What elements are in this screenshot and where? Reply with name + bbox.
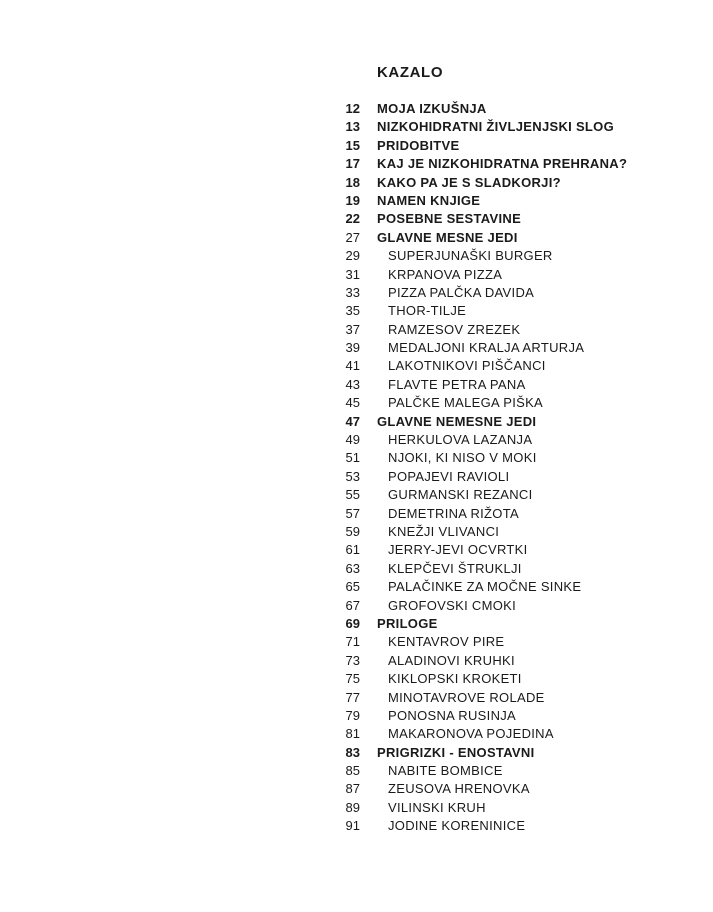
toc-section [320, 615, 660, 633]
toc-label: GROFOVSKI CMOKI [388, 597, 517, 613]
toc-label: PONOSNA RUSINJA [388, 707, 517, 723]
toc-item [320, 652, 660, 670]
toc-page-number: 61 [345, 542, 360, 558]
toc-section [320, 229, 660, 247]
toc-page-number: 69 [345, 615, 360, 631]
toc-label: PALČKE MALEGA PIŠKA [388, 395, 544, 411]
toc-label: ZEUSOVA HRENOVKA [388, 781, 530, 797]
toc-page-number: 37 [345, 321, 360, 337]
toc-page-number: 71 [345, 634, 360, 650]
toc-page-number: 45 [345, 395, 360, 411]
toc-list [320, 100, 660, 836]
toc-page-number: 43 [345, 376, 360, 392]
toc-section [320, 744, 660, 762]
toc-label: JODINE KORENINICE [388, 818, 526, 834]
toc-item [320, 560, 660, 578]
toc-section [320, 118, 660, 136]
toc-label: NAMEN KNJIGE [377, 192, 481, 208]
toc-item [320, 707, 660, 725]
toc-page-number: 41 [345, 358, 360, 374]
toc-item [320, 431, 660, 449]
toc-page-number: 31 [345, 266, 360, 282]
toc-section [320, 100, 660, 118]
toc-item [320, 578, 660, 596]
toc-page-number: 49 [345, 432, 360, 448]
toc-label: GLAVNE NEMESNE JEDI [377, 413, 537, 429]
toc-page-number: 17 [345, 156, 360, 172]
toc-page-number: 67 [345, 597, 360, 613]
toc-section [320, 174, 660, 192]
toc-page-number: 89 [345, 799, 360, 815]
toc-label: GURMANSKI REZANCI [388, 487, 533, 503]
toc-item [320, 780, 660, 798]
toc-item [320, 302, 660, 320]
toc-label: GLAVNE MESNE JEDI [377, 229, 518, 245]
toc-section [320, 210, 660, 228]
toc-page-number: 18 [345, 174, 360, 190]
toc-label: KAJ JE NIZKOHIDRATNA PREHRANA? [377, 156, 628, 172]
toc-item [320, 284, 660, 302]
toc-page-number: 65 [345, 579, 360, 595]
toc-page-number: 91 [345, 818, 360, 834]
toc-page-number: 73 [345, 652, 360, 668]
toc-label: NABITE BOMBICE [388, 763, 503, 779]
toc-page-number: 19 [345, 192, 360, 208]
toc-section [320, 192, 660, 210]
toc-page-number: 33 [345, 284, 360, 300]
toc-item [320, 817, 660, 835]
toc-page-number: 87 [345, 781, 360, 797]
toc-section [320, 137, 660, 155]
toc-label: KRPANOVA PIZZA [388, 266, 503, 282]
toc-page-number: 51 [345, 450, 360, 466]
toc-label: SUPERJUNAŠKI BURGER [388, 248, 553, 264]
toc-label: LAKOTNIKOVI PIŠČANCI [388, 358, 546, 374]
toc-page-number: 53 [345, 468, 360, 484]
toc-label: NJOKI, KI NISO V MOKI [388, 450, 537, 466]
toc-label: MINOTAVROVE ROLADE [388, 689, 545, 705]
toc-label: POPAJEVI RAVIOLI [388, 468, 510, 484]
toc-page-number: 59 [345, 523, 360, 539]
toc-page-number: 81 [345, 726, 360, 742]
toc-page-number: 15 [345, 137, 360, 153]
toc-page-number: 75 [345, 671, 360, 687]
toc-page-number: 57 [345, 505, 360, 521]
toc-item [320, 468, 660, 486]
toc-item [320, 725, 660, 743]
toc-item [320, 505, 660, 523]
toc-page-number: 63 [345, 560, 360, 576]
toc-page-number: 22 [345, 211, 360, 227]
toc-item [320, 357, 660, 375]
toc-label: HERKULOVA LAZANJA [388, 432, 533, 448]
toc-section [320, 155, 660, 173]
toc-page-number: 77 [345, 689, 360, 705]
toc-page-number: 27 [345, 229, 360, 245]
toc-label: VILINSKI KRUH [388, 799, 486, 815]
toc-item [320, 394, 660, 412]
toc-label: PALAČINKE ZA MOČNE SINKE [388, 579, 582, 595]
toc-label: DEMETRINA RIŽOTA [388, 505, 519, 521]
toc-item [320, 541, 660, 559]
toc-label: THOR-TILJE [388, 303, 467, 319]
toc-page-number: 83 [345, 744, 360, 760]
toc-item [320, 247, 660, 265]
toc-page-number: 35 [345, 303, 360, 319]
toc-label: MOJA IZKUŠNJA [377, 101, 487, 116]
toc-label: PRIGRIZKI - ENOSTAVNI [377, 744, 535, 760]
toc-label: JERRY-JEVI OCVRTKI [388, 542, 528, 558]
toc-item [320, 597, 660, 615]
toc-item [320, 486, 660, 504]
toc-page-number: 85 [345, 763, 360, 779]
toc-label: KLEPČEVI ŠTRUKLJI [388, 560, 522, 576]
toc-page-number: 55 [345, 487, 360, 503]
toc-label: MAKARONOVA POJEDINA [388, 726, 554, 742]
toc-item [320, 266, 660, 284]
page-title: KAZALO [377, 64, 444, 81]
toc-page-number: 13 [345, 119, 360, 135]
toc-item [320, 321, 660, 339]
toc-item [320, 339, 660, 357]
toc-label: MEDALJONI KRALJA ARTURJA [388, 340, 585, 356]
toc-page-number: 39 [345, 340, 360, 356]
toc-item [320, 449, 660, 467]
toc-item [320, 376, 660, 394]
toc-item [320, 633, 660, 651]
toc-label: RAMZESOV ZREZEK [388, 321, 521, 337]
toc-page-number: 12 [345, 101, 360, 116]
toc-label: KIKLOPSKI KROKETI [388, 671, 522, 687]
toc-item [320, 523, 660, 541]
toc-section [320, 413, 660, 431]
toc-label: POSEBNE SESTAVINE [377, 211, 522, 227]
toc-page-number: 79 [345, 707, 360, 723]
toc-label: KNEŽJI VLIVANCI [388, 523, 500, 539]
toc-page-number: 47 [345, 413, 360, 429]
toc-label: KAKO PA JE S SLADKORJI? [377, 174, 561, 190]
toc-label: FLAVTE PETRA PANA [388, 376, 526, 392]
toc-label: PIZZA PALČKA DAVIDA [388, 284, 535, 300]
toc-item [320, 670, 660, 688]
toc-label: PRILOGE [377, 615, 438, 631]
toc-label: KENTAVROV PIRE [388, 634, 505, 650]
toc-label: ALADINOVI KRUHKI [388, 652, 515, 668]
toc-page-number: 29 [345, 248, 360, 264]
toc-item [320, 762, 660, 780]
toc-item [320, 799, 660, 817]
toc-label: NIZKOHIDRATNI ŽIVLJENJSKI SLOG [377, 119, 614, 135]
toc-label: PRIDOBITVE [377, 137, 460, 153]
toc-item [320, 689, 660, 707]
